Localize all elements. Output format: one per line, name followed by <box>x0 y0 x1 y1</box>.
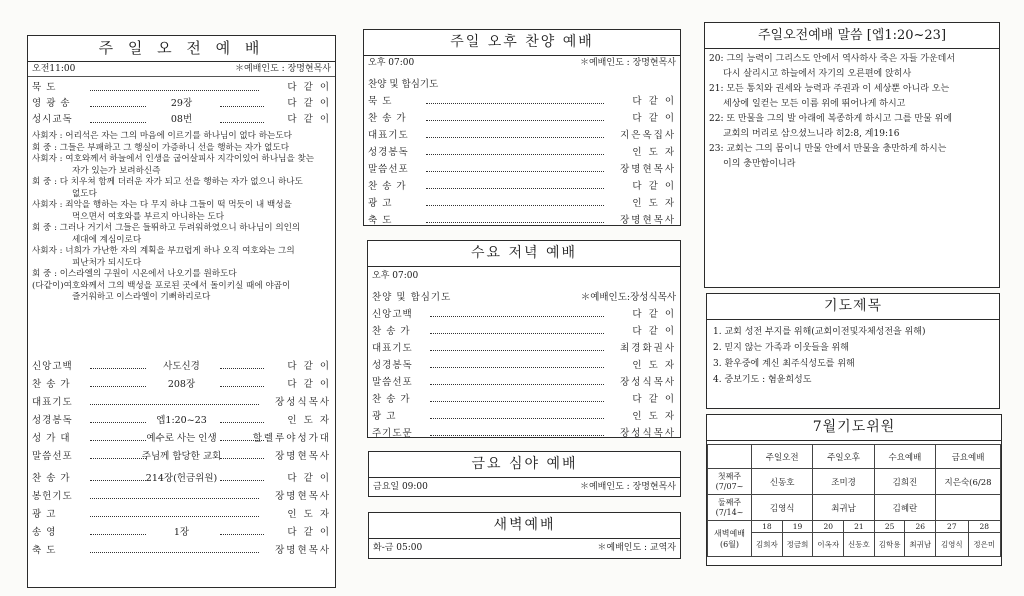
order-detail: 29장 <box>170 98 193 109</box>
order-row <box>28 376 335 394</box>
order-row <box>28 488 335 506</box>
sermon-verse: 21: 모든 통치와 권세와 능력과 주권과 이 세상뿐 아니라 오는 <box>709 84 950 94</box>
morning-service-panel <box>27 35 336 588</box>
day-cell: 21 <box>844 521 875 533</box>
dawn-service-header <box>369 539 680 557</box>
leader-dots <box>220 458 264 459</box>
order-responsible: 장성식목사 <box>620 428 676 438</box>
sermon-verse: 교회의 머리로 삼으셨느니라 히2:8, 계19:16 <box>723 129 900 139</box>
responsive-line: 회 중 : 그러나 거기서 그들은 들뛰하고 두려워하였으니 하나님이 의인의 <box>32 223 301 233</box>
leader-dots <box>430 333 604 334</box>
leader-dots <box>220 106 264 107</box>
order-row <box>364 212 680 226</box>
order-label: 성 가 대 <box>32 433 71 444</box>
dawn-label-cell <box>708 521 752 557</box>
order-row <box>28 470 335 488</box>
week1-cell: 김희진 <box>874 469 935 495</box>
sermon-verse: 22: 또 만물을 그의 발 아래에 복종하게 하시고 그를 만물 위에 <box>709 114 953 124</box>
order-row <box>368 374 680 391</box>
leader-dots <box>90 552 259 553</box>
dawn-name-cell: 정은미 <box>968 533 1000 557</box>
order-row <box>364 93 680 110</box>
order-label: 말씀선포 <box>372 377 413 388</box>
order-label: 영 광 송 <box>32 98 71 109</box>
order-responsible: 인 도 자 <box>632 360 676 371</box>
leader-dots <box>426 171 604 172</box>
order-row <box>368 391 680 408</box>
order-label: 광 고 <box>372 411 397 422</box>
morning-order-items <box>28 358 335 466</box>
order-label: 대표기도 <box>368 130 409 141</box>
prayer-item: 3. 환우중에 계신 최주식성도를 위해 <box>713 359 855 369</box>
dawn-name-cell: 김영식 <box>936 533 968 557</box>
order-responsible: 최경화권사 <box>620 343 676 354</box>
wednesday-service-leader: ＊예배인도:장성식목사 <box>580 292 676 303</box>
wednesday-service-title: 수요 저녁 예배 <box>368 241 680 267</box>
order-detail: 208장 <box>167 379 196 390</box>
order-row <box>28 412 335 430</box>
prayer-item: 1. 교회 성전 부지를 위해(교회이전및자체성전을 위해) <box>713 327 926 337</box>
responsive-line: 사회자 : 어리석은 자는 그의 마음에 이르기를 하나님이 없다 하는도다 <box>32 131 292 141</box>
order-label: 대표기도 <box>372 343 413 354</box>
order-row <box>364 144 680 161</box>
leader-dots <box>90 404 259 405</box>
order-detail: 214장(헌금위원) <box>145 473 218 484</box>
wednesday-service-header <box>368 267 680 285</box>
order-row <box>364 127 680 144</box>
order-responsible: 장명현목사 <box>275 491 331 502</box>
order-label: 찬 송 가 <box>368 113 407 124</box>
responsive-line: (다같이)여호와께서 그의 백성을 포로된 곳에서 돌이키실 때에 야곱이 <box>32 280 291 291</box>
sermon-verse: 20: 그의 능력이 그리스도 안에서 역사하사 죽은 자들 가운데서 <box>709 54 956 64</box>
afternoon-service-title: 주일 오후 찬양 예배 <box>364 30 680 56</box>
week1-cell: 조미경 <box>813 469 874 495</box>
order-responsible: 다 같 이 <box>287 361 331 372</box>
wednesday-service-panel <box>367 240 681 438</box>
order-responsible: 장명현목사 <box>620 164 676 175</box>
order-responsible: 다 같 이 <box>632 96 676 107</box>
leader-dots <box>426 137 604 138</box>
leader-dots <box>90 516 259 517</box>
week1-cell: 신동호 <box>752 469 813 495</box>
leader-dots <box>426 154 604 155</box>
order-detail: 엡1:20~23 <box>156 415 207 426</box>
order-label: 말씀선포 <box>368 164 409 175</box>
order-responsible: 장명현목사 <box>275 451 331 462</box>
day-cell: 20 <box>813 521 844 533</box>
leader-dots <box>220 534 264 535</box>
wednesday-opening: 찬양 및 합심기도 <box>372 292 452 303</box>
order-label: 광 고 <box>32 509 57 520</box>
order-label: 성경봉독 <box>368 147 409 158</box>
order-responsible: 다 같 이 <box>287 114 331 125</box>
dawn-name-cell: 김희자 <box>752 533 783 557</box>
leader-dots <box>90 422 146 423</box>
morning-service-leader: ＊예배인도 : 장명현목사 <box>234 64 331 74</box>
dawn-name-cell: 신동호 <box>844 533 875 557</box>
friday-service-title: 금요 심야 예배 <box>369 452 680 478</box>
week2-cell: 김혜란 <box>874 495 935 521</box>
order-label: 축 도 <box>368 215 393 226</box>
afternoon-service-header <box>364 56 680 71</box>
morning-service-title: 주 일 오 전 예 배 <box>28 36 335 62</box>
leader-dots <box>430 435 604 436</box>
leader-dots <box>426 188 604 189</box>
day-cell: 28 <box>968 521 1000 533</box>
prayer-item: 4. 중보기도 : 혐윤희성도 <box>713 375 812 385</box>
leader-dots <box>90 480 146 481</box>
order-row <box>28 96 335 112</box>
morning-post-items <box>28 470 335 560</box>
sermon-verse: 23: 교회는 그의 몸이니 만물 안에서 만물을 충만하게 하시는 <box>709 144 947 154</box>
order-label: 말씀선포 <box>32 451 73 462</box>
sermon-verse: 세상에 일컫는 모든 이름 위에 뛰어나게 하시고 <box>723 99 906 109</box>
order-row <box>368 323 680 340</box>
order-row <box>364 178 680 195</box>
wednesday-opening-row <box>368 290 680 306</box>
order-detail: 1장 <box>173 527 190 538</box>
july-committee-panel <box>706 414 1002 566</box>
leader-dots <box>90 368 146 369</box>
day-cell: 25 <box>874 521 905 533</box>
order-responsible: 다 같 이 <box>287 379 331 390</box>
order-row <box>28 430 335 448</box>
order-label: 찬 송 가 <box>32 379 71 390</box>
leader-dots <box>430 367 604 368</box>
order-row <box>364 195 680 212</box>
friday-service-panel <box>368 451 681 497</box>
order-label: 신앙고백 <box>372 309 413 320</box>
leader-dots <box>430 401 604 402</box>
week2-name: 둘째주 <box>717 497 742 507</box>
order-label: 성경봉독 <box>372 360 413 371</box>
day-cell: 18 <box>752 521 783 533</box>
leader-dots <box>90 440 146 441</box>
header-sunday-pm: 주일오후 <box>813 445 874 469</box>
order-row <box>368 357 680 374</box>
responsive-line: 회 중 : 다 치우쳐 함께 더러운 자가 되고 선을 행하는 자가 없으니 하나도 <box>32 177 303 187</box>
order-detail: 사도신경 <box>163 361 200 372</box>
order-label: 찬 송 가 <box>32 473 71 484</box>
prayer-panel <box>706 293 1000 409</box>
leader-dots <box>90 122 146 123</box>
order-label: 봉헌기도 <box>32 491 73 502</box>
friday-service-time: 금요일 09:00 <box>373 482 428 492</box>
dawn-service-panel <box>368 512 681 559</box>
order-row <box>364 161 680 178</box>
order-label: 찬 송 가 <box>368 181 407 192</box>
order-responsible: 지은옥집사 <box>620 130 676 141</box>
leader-dots <box>430 316 604 317</box>
morning-service-time: 오전11:00 <box>32 64 76 74</box>
order-responsible: 다 같 이 <box>287 473 331 484</box>
header-friday: 금요예배 <box>936 445 1001 469</box>
leader-dots <box>220 480 264 481</box>
sermon-verses <box>705 49 999 175</box>
afternoon-service-panel <box>363 29 681 226</box>
leader-dots <box>426 222 604 223</box>
leader-dots <box>426 103 604 104</box>
leader-dots <box>90 90 259 91</box>
order-responsible: 다 같 이 <box>287 527 331 538</box>
leader-dots <box>90 534 146 535</box>
sermon-verse: 다시 살리시고 하늘에서 자기의 오른편에 앉히사 <box>723 69 912 79</box>
leader-dots <box>220 422 264 423</box>
week1-cell: 지은숙(6/28 <box>936 469 1001 495</box>
week1-name: 첫째주 <box>717 471 742 481</box>
order-responsible: 장명현목사 <box>275 545 331 556</box>
responsive-line: 회 중 : 이스라엘의 구원이 시온에서 나오기를 원하도다 <box>32 269 237 279</box>
dawn-name-cell: 최귀남 <box>905 533 936 557</box>
order-row <box>28 358 335 376</box>
prayer-list <box>707 320 999 392</box>
responsive-line: 세대에 계심이로다 <box>72 234 142 245</box>
responsive-line: 즐거워하고 이스라엘이 기뻐하리로다 <box>72 292 211 302</box>
week2-cell: 김영식 <box>752 495 813 521</box>
week2-label <box>708 495 752 521</box>
dawn-service-title: 새벽예배 <box>369 513 680 539</box>
order-responsible: 인 도 자 <box>632 147 676 158</box>
leader-dots <box>220 368 264 369</box>
responsive-line: 먹으면서 여호와를 부르지 아니하는 도다 <box>72 211 225 222</box>
morning-pre-items <box>28 77 335 128</box>
order-row <box>28 542 335 560</box>
leader-dots <box>90 458 146 459</box>
order-responsible: 장성식목사 <box>275 397 331 408</box>
day-cell: 27 <box>936 521 968 533</box>
responsive-line: 회 중 : 그들은 부패하고 그 행실이 가증하니 선을 행하는 자가 없도다 <box>32 142 290 153</box>
header-wednesday: 수요예배 <box>874 445 935 469</box>
order-responsible: 인 도 자 <box>287 509 331 520</box>
order-row <box>364 110 680 127</box>
order-label: 주기도문 <box>372 428 413 438</box>
afternoon-service-time: 오후 07:00 <box>368 58 415 68</box>
dawn-name-cell: 이옥자 <box>813 533 844 557</box>
leader-dots <box>90 106 146 107</box>
order-label: 찬 송 가 <box>372 326 411 337</box>
leader-dots <box>426 205 604 206</box>
order-detail: 예수로 사는 인생 <box>146 433 217 444</box>
leader-dots <box>426 120 604 121</box>
order-row <box>28 394 335 412</box>
order-responsible: 장명현목사 <box>620 215 676 226</box>
responsive-line: 자가 있는가 보려하신즉 <box>72 165 161 176</box>
responsive-line: 사회자 : 너희가 가난한 자의 계획을 부끄럽게 하나 오직 여호와는 그의 <box>32 246 295 256</box>
order-label: 신앙고백 <box>32 361 73 372</box>
responsive-line: 없도다 <box>72 188 97 199</box>
order-label: 묵 도 <box>368 96 393 107</box>
responsive-line: 사회자 : 죄악을 행하는 자는 다 무지 하냐 그들이 떡 먹듯이 내 백성을 <box>32 200 292 210</box>
week1-range: (7/07~ <box>715 481 744 491</box>
order-row <box>28 506 335 524</box>
order-row <box>28 112 335 128</box>
order-label: 대표기도 <box>32 397 73 408</box>
july-committee-title: 7월기도위원 <box>707 415 1001 441</box>
dawn-sub: (6월) <box>719 539 740 549</box>
order-responsible: 다 같 이 <box>632 309 676 320</box>
order-row <box>368 306 680 323</box>
order-responsible: 할렐루야성가대 <box>252 433 331 444</box>
order-row <box>28 524 335 542</box>
leader-dots <box>90 386 146 387</box>
responsive-line: 피난처가 되시도다 <box>72 257 142 268</box>
week1-label <box>708 469 752 495</box>
sermon-verse: 이의 충만함이니라 <box>723 159 796 169</box>
order-responsible: 인 도 자 <box>287 415 331 426</box>
order-responsible: 인 도 자 <box>632 411 676 422</box>
order-label: 성경봉독 <box>32 415 73 426</box>
leader-dots <box>430 350 604 351</box>
wednesday-order-items <box>368 306 680 438</box>
order-label: 송 영 <box>32 527 57 538</box>
dawn-name-cell: 정금희 <box>782 533 813 557</box>
day-cell: 19 <box>782 521 813 533</box>
order-detail: 주님께 합당한 교회 <box>141 451 222 462</box>
order-row <box>368 408 680 425</box>
order-row <box>368 340 680 357</box>
dawn-name-cell: 김학용 <box>874 533 905 557</box>
order-responsible: 다 같 이 <box>632 181 676 192</box>
order-responsible: 다 같 이 <box>287 82 331 93</box>
week2-cell: 최귀남 <box>813 495 874 521</box>
prayer-title: 기도제목 <box>707 294 999 320</box>
prayer-item: 2. 믿지 않는 가족과 이웃들을 위해 <box>713 343 849 353</box>
order-label: 찬 송 가 <box>372 394 411 405</box>
order-detail: 08번 <box>170 114 193 125</box>
friday-service-header <box>369 478 680 496</box>
friday-service-leader: ＊예배인도 : 장명현목사 <box>579 482 676 492</box>
july-committee-table <box>707 444 1001 557</box>
order-label: 축 도 <box>32 545 57 556</box>
responsive-line: 사회자 : 여호와께서 하늘에서 인생을 굽어살피사 지각이있어 하나님을 찾는 <box>32 154 315 164</box>
leader-dots <box>430 418 604 419</box>
afternoon-opening: 찬양 및 합심기도 <box>368 79 439 90</box>
order-responsible: 인 도 자 <box>632 198 676 209</box>
leader-dots <box>90 498 259 499</box>
leader-dots <box>220 122 264 123</box>
leader-dots <box>430 384 604 385</box>
order-label: 묵 도 <box>32 82 57 93</box>
order-responsible: 다 같 이 <box>287 98 331 109</box>
order-row <box>368 425 680 438</box>
dawn-service-leader: ＊예배인도 : 교역자 <box>597 543 676 553</box>
order-responsible: 다 같 이 <box>632 326 676 337</box>
order-row <box>28 80 335 96</box>
week2-cell <box>936 495 1001 521</box>
order-responsible: 다 같 이 <box>632 113 676 124</box>
dawn-service-time: 화-금 05:00 <box>373 543 423 553</box>
order-label: 광 고 <box>368 198 393 209</box>
dawn-label: 새벽예배 <box>714 528 745 538</box>
sermon-panel <box>704 22 1000 288</box>
afternoon-order-items <box>364 93 680 226</box>
afternoon-service-leader: ＊예배인도 : 장명현목사 <box>579 58 676 68</box>
wednesday-service-time: 오후 07:00 <box>372 271 419 281</box>
day-cell: 26 <box>905 521 936 533</box>
morning-service-header <box>28 62 335 77</box>
leader-dots <box>220 386 264 387</box>
order-responsible: 장성식목사 <box>620 377 676 388</box>
header-sunday-am: 주일오전 <box>752 445 813 469</box>
corner-cell <box>708 445 752 469</box>
order-responsible: 다 같 이 <box>632 394 676 405</box>
order-row <box>28 448 335 466</box>
morning-responsive-reading <box>28 128 335 304</box>
week2-range: (7/14~ <box>715 507 744 517</box>
order-label: 성시교독 <box>32 114 73 125</box>
sermon-title: 주일오전예배 말씀 [엡1:20~23] <box>705 23 999 49</box>
